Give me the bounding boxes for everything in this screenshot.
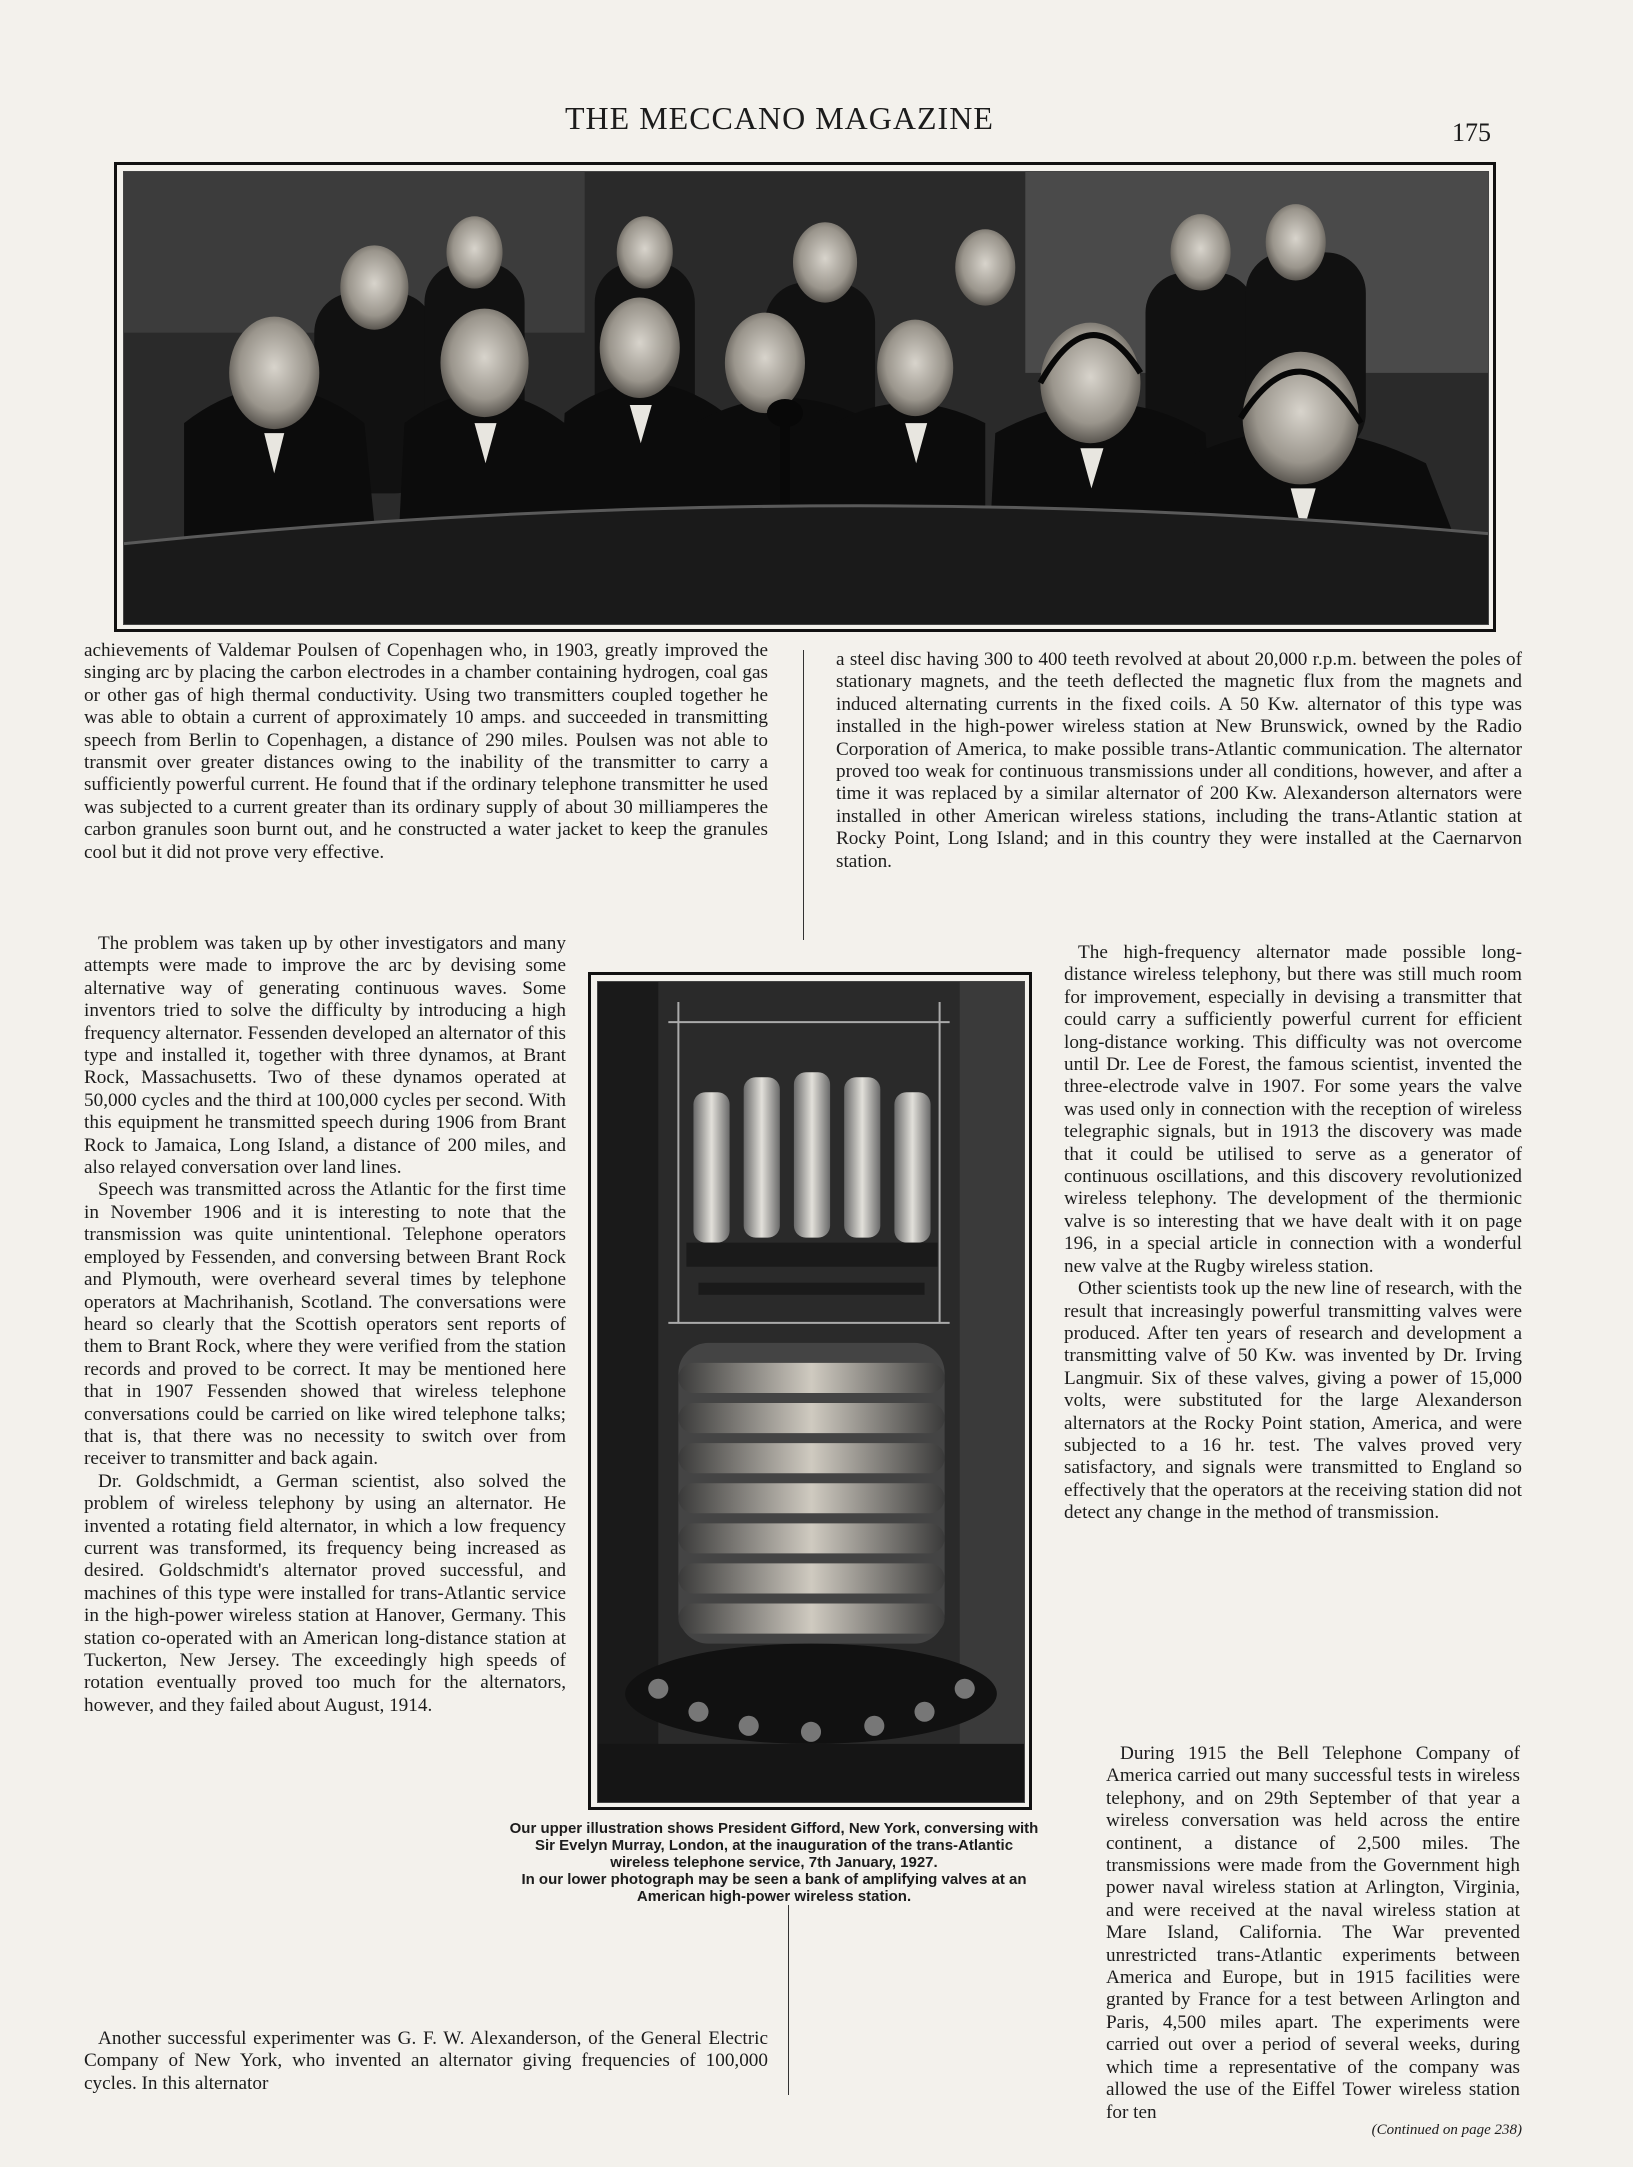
column-divider-top — [803, 650, 804, 940]
upper-photograph — [114, 162, 1496, 632]
right-column-bottom — [1106, 1743, 1520, 2124]
lower-photograph — [588, 972, 1032, 1810]
group-listening-photo — [123, 171, 1489, 625]
article-paragraph: achievements of Valdemar Poulsen of Copenhagen who, in 1903, greatly improved the singing arc by placing the carbon electrodes in a chamber containing hydrogen, coal gas or other gas of high thermal conductivity. Using two transmitters coupled together he was able to obtain a current of approximately 10 amps. and succeeded in transmitting speech from Berlin to Copenhagen, a distance of 290 miles. Poulsen was not able to transmit over greater distances owing to the inability of the transmitter to carry a sufficiently powerful current. He found that if the ordinary telephone transmitter he used was subjected to a current greater than its ordinary supply of about 30 milliamperes the carbon granules soon burnt out, and he constructed a water jacket to keep the granules cool but it did not prove very effective. — [84, 640, 768, 863]
article-paragraph: During 1915 the Bell Telephone Company of America carried out many successful tests in wireless telephony, and on 29th September of that year a wireless conversation was held across the entire continent, a distance of 2,500 miles. The transmissions were made from the Government high power naval wireless station at Arlington, Virginia, and were received at the naval wireless station at Mare Island, California. The War prevented unrestricted trans-Atlantic experiments between America and Europe, but in 1915 facilities were granted by France for a test between Arlington and Paris, 4,500 miles apart. The experiments were carried out over a period of several weeks, during which time a representative of the company was allowed the use of the Eiffel Tower wireless station for ten — [1106, 1743, 1520, 2123]
magazine-title: THE MECCANO MAGAZINE — [565, 100, 994, 136]
article-paragraph: Other scientists took up the new line of research, with the result that increasingly powerful transmitting valves were produced. After ten years of research and development a transmitting valve of 50 Kw. was invented by Dr. Irving Langmuir. Six of these valves, giving a power of 15,000 volts, were substituted for the large Alexanderson alternators at the Rocky Point station, America, and were subjected to a 16 hr. test. The valves proved very satisfactory, and signals were transmitted to England so effectively that the operators at the receiving station did not detect any change in the method of transmission. — [1064, 1278, 1522, 1524]
valve-bank-illustration — [598, 982, 1024, 1802]
caption-lower: In our lower photograph may be seen a bank of amplifying valves at an American high-power wireless station. — [521, 1871, 1027, 1905]
caption-upper: Our upper illustration shows President Gifford, New York, conversing with Sir Evelyn Murray, London, at the inauguration of the trans-Atlantic wireless telephone service, 7th January, 1927. — [509, 1820, 1039, 1871]
article-paragraph: a steel disc having 300 to 400 teeth revolved at about 20,000 r.p.m. between the poles of stationary magnets, and the teeth deflected the magnetic flux from the magnets and induced alternating currents in the fixed coils. A 50 Kw. alternator of this type was installed in the high-power wireless station at New Brunswick, owned by the Radio Corporation of America, to make possible trans-Atlantic communication. The alternator proved too weak for continuous transmissions under all conditions, however, and after a time it was replaced by a similar alternator of 200 Kw. Alexanderson alternators were installed in other American wireless stations, including the trans-Atlantic station at Rocky Point, Long Island; and in this country they were installed at the Caernarvon station. — [836, 649, 1522, 872]
left-column-middle — [84, 933, 566, 1717]
page-header — [0, 100, 1633, 146]
article-paragraph: Another successful experimenter was G. F. W. Alexanderson, of the General Electric Company of New York, who invented an alternator giving frequencies of 100,000 cycles. In this alternator — [84, 2028, 768, 2094]
article-paragraph: Dr. Goldschmidt, a German scientist, also solved the problem of wireless telephony by using an alternator. He invented a rotating field alternator, in which a low frequency current was transformed, its frequency being increased as desired. Goldschmidt's alternator proved successful, and machines of this type were installed for trans-Atlantic service in the high-power wireless station at Hanover, Germany. This station co-operated with an American long-distance station at Tuckerton, New Jersey. The exceedingly high speeds of rotation eventually proved too much for the alternators, however, and they failed about August, 1914. — [84, 1470, 566, 1716]
right-column-top — [836, 649, 1522, 873]
page-number: 175 — [1452, 118, 1491, 147]
column-divider-bottom — [788, 1905, 789, 2095]
continued-note: (Continued on page 238) — [1371, 2122, 1522, 2138]
article-paragraph: The problem was taken up by other investigators and many attempts were made to improve the arc by devising some alternative way of generating continuous waves. Some inventors tried to solve the difficulty by introducing a high frequency alternator. Fessenden developed an alternator of this type and installed it, together with three dynamos, at Brant Rock, Massachusetts. Two of these dynamos operated at 50,000 cycles and the third at 100,000 cycles per second. With this equipment he transmitted speech during 1906 from Brant Rock to Jamaica, Long Island, a distance of 200 miles, and also relayed conversation over land lines. — [84, 933, 566, 1179]
right-column-middle — [1064, 942, 1522, 1525]
left-column-bottom — [84, 2028, 768, 2095]
photo-scene-illustration — [124, 172, 1488, 624]
article-paragraph: Speech was transmitted across the Atlantic for the first time in November 1906 and it is interesting to note that the transmission was quite unintentional. Telephone operators employed by Fessenden, and conversing between Brant Rock and Plymouth, were overheard several times by telephone operators at Machrihanish, Scotland. The conversations were heard so clearly that the Scottish operators sent reports of them to Brant Rock, where they were verified from the station records and proved to be correct. It may be mentioned here that in 1907 Fessenden showed that wireless telephone conversations could be carried on like wired telephone talks; that is, that there was no necessity to switch over from receiver to transmitter and back again. — [84, 1179, 566, 1470]
left-column-intro — [84, 640, 768, 864]
valve-bank-photo — [597, 981, 1025, 1803]
article-paragraph: The high-frequency alternator made possible long-distance wireless telephony, but there was still much room for improvement, especially in devising a transmitter that could carry a sufficiently powerful current for efficient long-distance working. This difficulty was not overcome until Dr. Lee de Forest, the famous scientist, invented the three-electrode valve in 1907. For some years the valve was used only in connection with the reception of wireless telegraphic signals, but in 1913 the discovery was made that it could be utilised to serve as a generator of continuous oscillations, and this discovery revolutionized wireless telephony. The development of the thermionic valve is so interesting that we have dealt with it on page 196, in a special article in connection with a wonderful new valve at the Rugby wireless station. — [1064, 942, 1522, 1277]
photo-caption — [506, 1820, 1042, 1905]
continued-note-wrap — [1310, 2116, 1522, 2141]
